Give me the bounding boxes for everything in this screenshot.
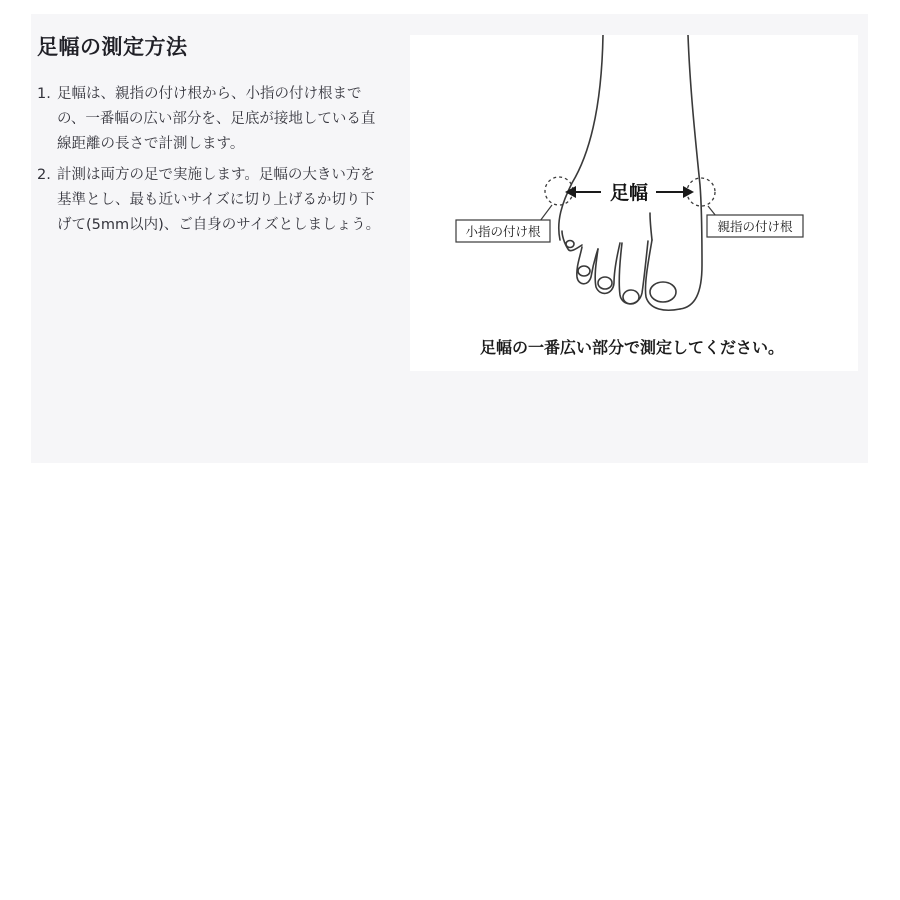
- foot-width-illustration: [410, 35, 858, 371]
- step-item-2: [37, 163, 387, 238]
- big-toe-label: 親指の付け根: [717, 219, 793, 234]
- step-number: 1.: [37, 86, 51, 102]
- steps-list: [37, 82, 387, 238]
- foot-outline-icon: [559, 35, 702, 310]
- step-text: 計測は両方の足で実施します。足幅の大きい方を基準とし、最も近いサイズに切り上げるか切り下げて(5mm以内)、ご自身のサイズとしましょう。: [57, 167, 381, 233]
- illustration-caption: 足幅の一番広い部分で測定してください。: [479, 338, 785, 357]
- width-label: 足幅: [609, 182, 649, 204]
- foot-width-guide-panel: [31, 14, 868, 463]
- step-item-1: [37, 82, 387, 157]
- little-toe-leader-line: [540, 205, 552, 221]
- instructions-column: [37, 32, 387, 244]
- foot-diagram: [410, 35, 858, 371]
- section-title: 足幅の測定方法: [37, 35, 188, 59]
- step-number: 2.: [37, 167, 51, 183]
- little-toe-label: 小指の付け根: [465, 224, 541, 239]
- step-text: 足幅は、親指の付け根から、小指の付け根までの、一番幅の広い部分を、足底が接地している直線距離の長さで計測します。: [57, 86, 376, 152]
